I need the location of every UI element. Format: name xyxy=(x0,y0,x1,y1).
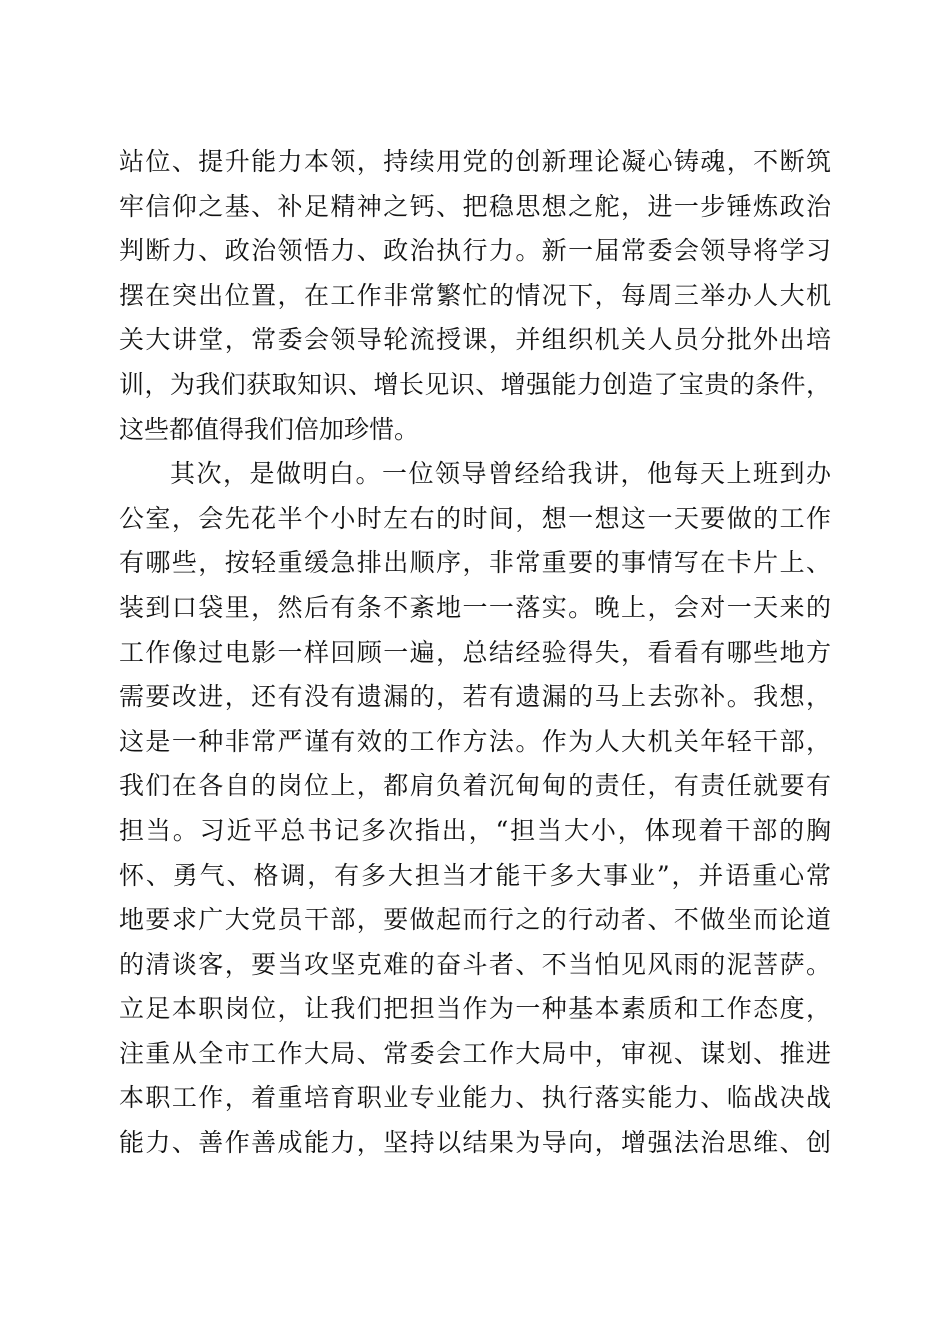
text-line: 牢信仰之基、补足精神之钙、把稳思想之舵，进一步锤炼政治 xyxy=(119,191,831,221)
text-line: 立足本职岗位，让我们把担当作为一种基本素质和工作态度， xyxy=(119,994,831,1024)
text-line: 怀、勇气、格调，有多大担当才能干多大事业”，并语重心常 xyxy=(119,860,831,890)
text-line: 训，为我们获取知识、增长见识、增强能力创造了宝贵的条件， xyxy=(119,369,831,399)
text-line: 地要求广大党员干部，要做起而行之的行动者、不做坐而论道 xyxy=(119,905,831,935)
text-line: 注重从全市工作大局、常委会工作大局中，审视、谋划、推进 xyxy=(119,1038,831,1068)
text-line: 有哪些，按轻重缓急排出顺序，非常重要的事情写在卡片上、 xyxy=(119,548,831,578)
text-line: 这是一种非常严谨有效的工作方法。作为人大机关年轻干部， xyxy=(119,726,831,756)
text-line: 的清谈客，要当攻坚克难的奋斗者、不当怕见风雨的泥菩萨。 xyxy=(119,949,831,979)
body-text xyxy=(119,140,831,1166)
text-line: 能力、善作善成能力，坚持以结果为导向，增强法治思维、创 xyxy=(119,1128,831,1158)
text-line: 站位、提升能力本领，持续用党的创新理论凝心铸魂，不断筑 xyxy=(119,147,831,176)
text-line: 本职工作，着重培育职业专业能力、执行落实能力、临战决战 xyxy=(119,1083,831,1113)
text-line: 需要改进，还有没有遗漏的，若有遗漏的马上去弥补。我想， xyxy=(119,682,831,712)
text-line: 担当。习近平总书记多次指出，“担当大小，体现着干部的胸 xyxy=(119,815,831,845)
text-line: 摆在突出位置，在工作非常繁忙的情况下，每周三举办人大机 xyxy=(119,280,831,310)
text-line: 工作像过电影一样回顾一遍，总结经验得失，看看有哪些地方 xyxy=(119,637,831,667)
text-line: 关大讲堂，常委会领导轮流授课，并组织机关人员分批外出培 xyxy=(119,325,831,355)
text-line: 我们在各自的岗位上，都肩负着沉甸甸的责任，有责任就要有 xyxy=(119,771,831,801)
text-line: 公室，会先花半个小时左右的时间，想一想这一天要做的工作 xyxy=(119,503,831,533)
paragraph-start-line: 其次，是做明白。一位领导曾经给我讲，他每天上班到办 xyxy=(170,459,831,489)
text-line: 这些都值得我们倍加珍惜。 xyxy=(119,414,420,444)
text-line: 判断力、政治领悟力、政治执行力。新一届常委会领导将学习 xyxy=(119,236,831,266)
text-line: 装到口袋里，然后有条不紊地一一落实。晚上，会对一天来的 xyxy=(119,592,831,622)
